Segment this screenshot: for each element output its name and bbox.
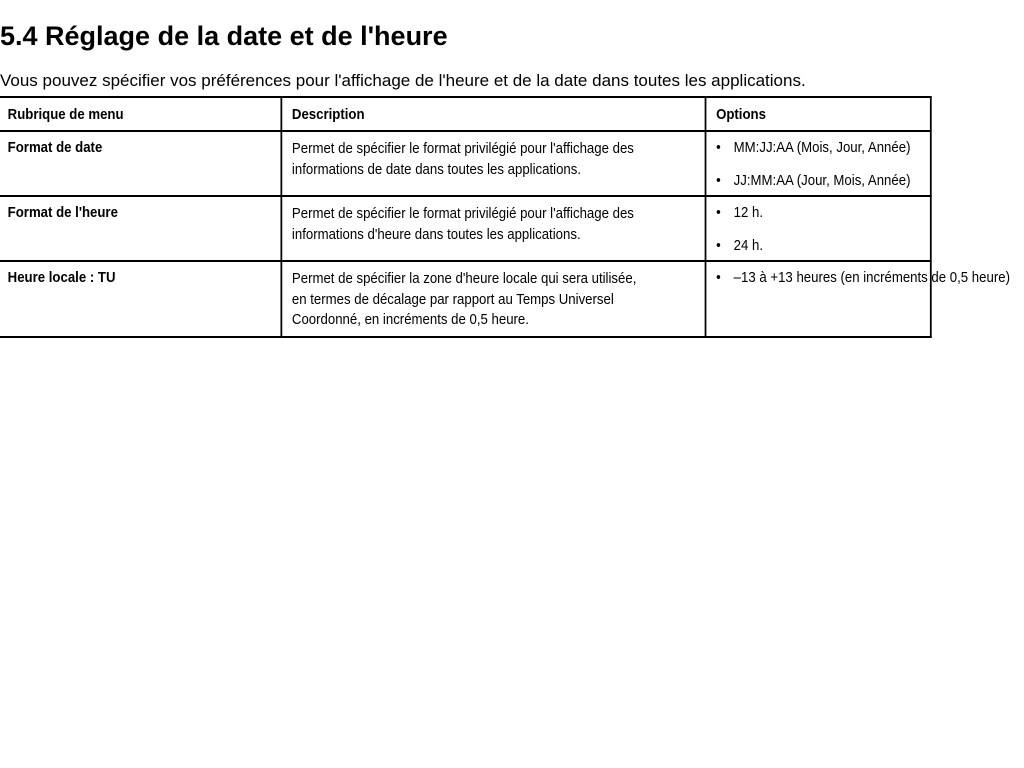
menu-item-cell: Format de date (0, 131, 281, 196)
table-row-date-format (0, 131, 931, 196)
menu-item-cell: Format de l'heure (0, 196, 281, 261)
table-row-time-format (0, 196, 931, 261)
bullet-icon: • (716, 269, 721, 286)
option-item (716, 171, 921, 192)
section-heading: 5.4 Réglage de la date et de l'heure (0, 21, 448, 51)
description-cell (281, 131, 705, 196)
options-list (716, 203, 921, 256)
description-line: Permet de spécifier le format privilégié pour l'affichage des (291, 140, 634, 157)
column-header-description: Description (281, 97, 705, 131)
description-line: informations de date dans toutes les applications. (291, 160, 582, 178)
option-text: MM:JJ:AA (Mois, Jour, Année) (733, 139, 911, 156)
options-cell (706, 131, 931, 196)
bullet-icon: • (716, 139, 721, 156)
option-text: 12 h. (733, 204, 764, 221)
description-line: Permet de spécifier le format privilégié pour l'affichage des (291, 205, 634, 222)
description-line: en termes de décalage par rapport au Temps Universel (291, 290, 614, 308)
menu-item-cell: Heure locale : TU (0, 261, 281, 337)
options-cell (706, 196, 931, 261)
option-text: JJ:MM:AA (Jour, Mois, Année) (733, 171, 911, 189)
options-cell (706, 261, 1010, 337)
option-item (716, 203, 921, 224)
option-text: 24 h. (733, 236, 764, 254)
table-row-local-time (0, 261, 931, 337)
column-header-menu-item: Rubrique de menu (0, 97, 281, 131)
description-line: Coordonné, en incréments de 0,5 heure. (291, 311, 529, 328)
bullet-icon: • (716, 236, 721, 254)
column-header-options: Options (706, 97, 931, 131)
bullet-icon: • (716, 171, 721, 189)
section-intro: Vous pouvez spécifier vos préférences pour l'affichage de l'heure et de la date dans toutes les applications. (0, 71, 806, 90)
table-header-row (0, 97, 931, 131)
description-line: informations d'heure dans toutes les applications. (291, 225, 581, 243)
description-line: Permet de spécifier la zone d'heure locale qui sera utilisée, (291, 270, 637, 287)
settings-table (0, 96, 1010, 338)
bullet-icon: • (716, 204, 721, 221)
option-item (716, 236, 921, 257)
option-item (716, 268, 1010, 289)
description-cell (281, 261, 705, 337)
description-cell (281, 196, 705, 261)
options-list (716, 138, 921, 191)
option-text: –13 à +13 heures (en incréments de 0,5 heure) (733, 269, 1010, 286)
option-item (716, 138, 921, 159)
options-list (716, 268, 1010, 289)
